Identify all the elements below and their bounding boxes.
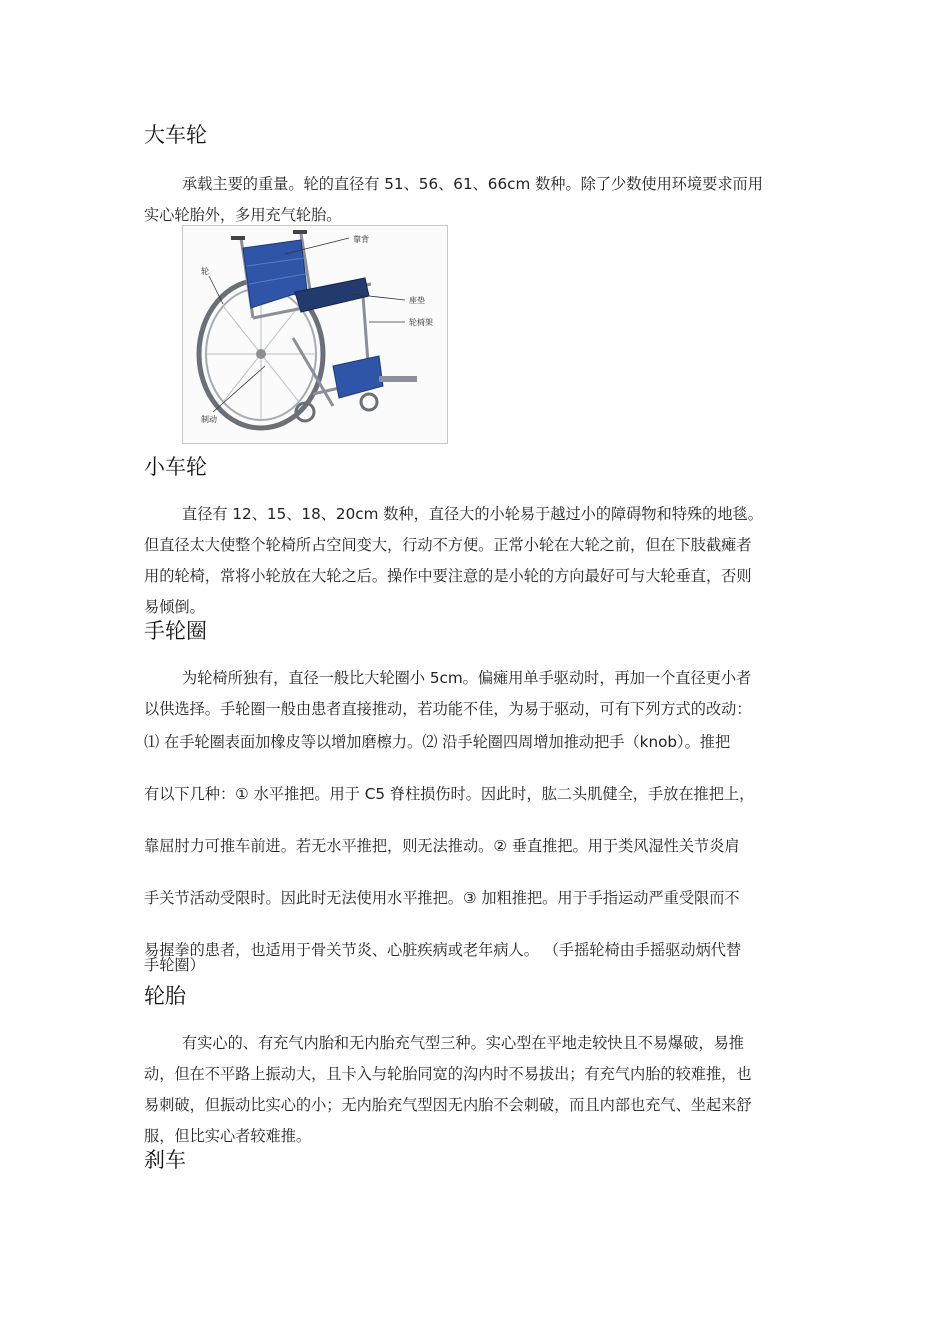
text-line: 有以下几种：① 水平推把。用于 C5 脊柱损伤时。因此时，肱二头肌健全，手放在推把上，	[144, 785, 755, 803]
label-frame: 轮椅架	[409, 318, 433, 327]
text-line: 易倾倒。	[144, 598, 205, 616]
wheel-hub	[256, 349, 266, 359]
paragraph-hand-rim-tail	[144, 950, 810, 981]
label-wheel: 轮	[201, 267, 209, 276]
heading-hand-rim: 手轮圈	[144, 619, 207, 643]
text-line: 实心轮胎外，多用充气轮胎。	[144, 206, 342, 224]
leg-rest	[333, 356, 383, 398]
text-line: 但直径太大使整个轮椅所占空间变大，行动不方便。正常小轮在大轮之前，但在下肢截瘫者	[144, 536, 752, 554]
wheelchair-illustration	[183, 226, 447, 443]
text-line: 手轮圈）	[144, 956, 205, 974]
text-line: 动，但在不平路上振动大，且卡入与轮胎同宽的沟内时不易拔出；有充气内胎的较难推，也	[144, 1065, 752, 1083]
text-line: 易刺破，但振动比实心的小；无内胎充气型因无内胎不会刺破，而且内部也充气、坐起来舒	[144, 1096, 752, 1114]
heading-tire: 轮胎	[144, 984, 186, 1008]
heading-big-wheel: 大车轮	[144, 123, 207, 147]
label-seat: 座垫	[409, 296, 425, 305]
text-line: 直径有 12、15、18、20cm 数种，直径大的小轮易于越过小的障碍物和特殊的地毯。	[182, 505, 763, 523]
paragraph-hand-rim-options	[144, 716, 810, 976]
text-line: 以供选择。手轮圈一般由患者直接推动，若功能不佳，为易于驱动，可有下列方式的改动：	[144, 700, 752, 718]
text-line: ⑴ 在手轮圈表面加橡皮等以增加磨檫力。⑵ 沿手轮圈四周增加推动把手（knob）。推把	[144, 733, 731, 751]
label-backrest: 靠背	[353, 235, 369, 244]
caster-wheel	[361, 394, 377, 410]
wheelchair-figure	[182, 225, 448, 444]
text-line: 易握拳的患者，也适用于骨关节炎、心脏疾病或老年病人。 （手摇轮椅由手摇驱动炳代替	[144, 941, 742, 959]
heading-brake: 刹车	[144, 1148, 186, 1172]
foot-plate	[379, 376, 417, 382]
text-line: 为轮椅所独有，直径一般比大轮圈小 5cm。偏瘫用单手驱动时，再加一个直径更小者	[182, 669, 752, 687]
text-line: 承载主要的重量。轮的直径有 51、56、61、66cm 数种。除了少数使用环境要求而用	[182, 175, 763, 193]
paragraph-big-wheel	[144, 169, 810, 231]
text-line: 用的轮椅，常将小轮放在大轮之后。操作中要注意的是小轮的方向最好可与大轮垂直，否则	[144, 567, 752, 585]
text-line: 靠屈肘力可推车前进。若无水平推把，则无法推动。② 垂直推把。用于类风湿性关节炎肩	[144, 837, 740, 855]
text-line: 有实心的、有充气内胎和无内胎充气型三种。实心型在平地走较快且不易爆破，易推	[182, 1034, 744, 1052]
heading-small-wheel: 小车轮	[144, 455, 207, 479]
paragraph-small-wheel	[144, 499, 810, 623]
paragraph-tire	[144, 1028, 810, 1152]
text-line: 服，但比实心者较难推。	[144, 1127, 312, 1145]
label-brake: 制动	[201, 415, 217, 424]
text-line: 手关节活动受限时。因此时无法使用水平推把。③ 加粗推把。用于手指运动严重受限而不	[144, 889, 740, 907]
